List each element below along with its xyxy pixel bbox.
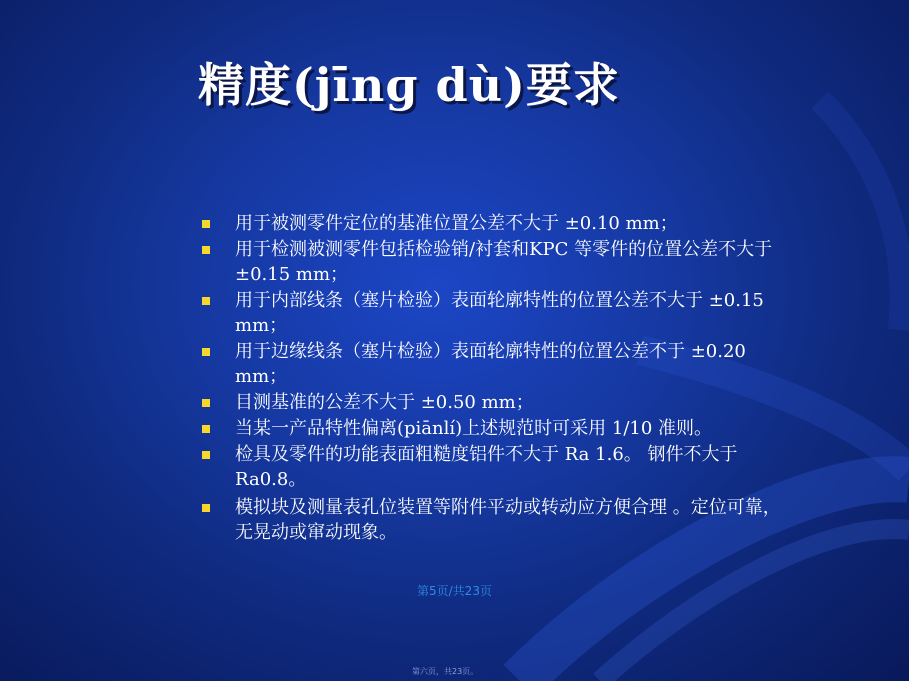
square-bullet-icon — [202, 425, 210, 433]
page-indicator: 第5页/共23页 — [417, 584, 492, 598]
square-bullet-icon — [202, 297, 210, 305]
square-bullet-icon — [202, 348, 210, 356]
bullet-text: 用于检测被测零件包括检验销/衬套和KPC 等零件的位置公差不大于 ±0.15 mm； — [235, 239, 773, 285]
bullet-item — [202, 390, 782, 415]
square-bullet-icon — [202, 246, 210, 254]
bullet-item — [202, 237, 782, 287]
bullet-text: 检具及零件的功能表面粗糙度铝件不大于 Ra 1.6。 钢件不大于 Ra0.8。 — [235, 444, 738, 490]
bullet-item — [202, 442, 782, 492]
footer-page-note: 第六页，共23页。 — [412, 667, 479, 676]
square-bullet-icon — [202, 220, 210, 228]
bullet-item — [202, 288, 782, 338]
square-bullet-icon — [202, 504, 210, 512]
bullet-text: 模拟块及测量表孔位装置等附件平动或转动应方便合理 。定位可靠，无晃动或窜动现象。 — [235, 497, 781, 543]
bullet-item — [202, 416, 782, 441]
bullet-list — [202, 211, 782, 546]
bullet-text: 当某一产品特性偏离(piānlí)上述规范时可采用 1/10 准则。 — [235, 418, 713, 439]
slide-title: 精度(jīnɡ dù)要求 — [198, 58, 620, 112]
bullet-text: 用于边缘线条（塞片检验）表面轮廓特性的位置公差不于 ±0.20 mm； — [235, 341, 746, 387]
bullet-item — [202, 339, 782, 389]
bullet-item — [202, 495, 782, 545]
square-bullet-icon — [202, 451, 210, 459]
square-bullet-icon — [202, 399, 210, 407]
bullet-text: 用于被测零件定位的基准位置公差不大于 ±0.10 mm； — [235, 213, 678, 234]
bullet-item — [202, 211, 782, 236]
bullet-text: 用于内部线条（塞片检验）表面轮廓特性的位置公差不大于 ±0.15 mm； — [235, 290, 764, 336]
bullet-text: 目测基准的公差不大于 ±0.50 mm； — [235, 392, 534, 413]
